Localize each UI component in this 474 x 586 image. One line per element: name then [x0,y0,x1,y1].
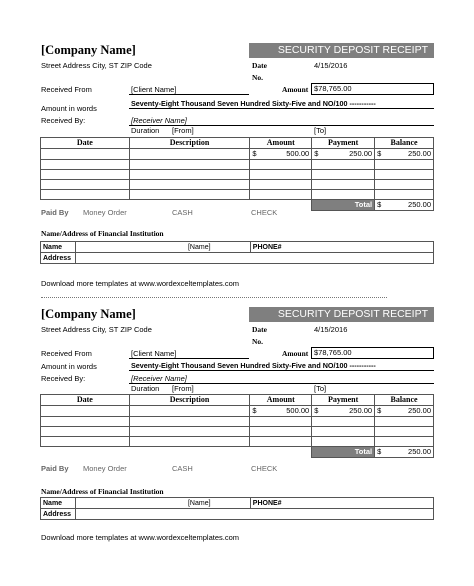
cell-balance[interactable] [375,160,434,170]
address-value[interactable] [75,509,433,520]
paid-by-label: Paid By [41,464,69,473]
client-name[interactable]: [Client Name] [131,349,177,358]
financial-table [40,241,434,264]
to-field[interactable]: [To] [314,126,327,135]
cell-date[interactable] [41,417,130,427]
cell-description[interactable] [129,417,250,427]
cell-amount[interactable] [250,417,312,427]
cell-payment[interactable] [312,170,375,180]
total-value-cell [375,200,434,211]
items-table [40,394,434,458]
header-balance: Balance [375,395,434,406]
cell-payment[interactable] [312,180,375,190]
cell-balance[interactable] [375,180,434,190]
cell-balance[interactable] [375,406,434,417]
currency-symbol: $ [314,149,319,158]
method-check[interactable]: CHECK [251,464,278,473]
financial-table [40,497,434,520]
client-name[interactable]: [Client Name] [131,85,177,94]
table-row [41,406,434,417]
duration-label: Duration [131,126,160,135]
cell-date[interactable] [41,180,130,190]
cell-date[interactable] [41,170,130,180]
address-label: Address [41,253,76,264]
download-text[interactable]: Download more templates at www.wordexceltemplates.com [41,279,239,288]
header-payment: Payment [312,395,375,406]
fin-name-row [41,498,434,509]
financial-heading: Name/Address of Financial Institution [41,487,164,496]
name-label: Name [41,498,76,509]
payment-value: 250.00 [349,406,373,415]
no-label: No. [252,337,264,346]
cell-amount[interactable] [250,437,312,447]
table-row [41,427,434,437]
amount-field[interactable]: $78,765.00 [311,347,434,359]
currency-symbol: $ [314,406,319,415]
table-row [41,160,434,170]
currency-symbol: $ [377,200,382,209]
to-field[interactable]: [To] [314,384,327,393]
header-date: Date [41,138,130,149]
company-address: Street Address City, ST ZIP Code [41,325,152,334]
cell-date[interactable] [41,160,130,170]
cell-description[interactable] [129,170,250,180]
fin-address-row [41,509,434,520]
received-from-label: Received From [41,85,92,94]
empty-cell [129,447,250,458]
empty-cell [41,447,130,458]
table-row [41,170,434,180]
table-row [41,437,434,447]
cell-description[interactable] [129,427,250,437]
cell-amount[interactable] [250,427,312,437]
date-value: 4/15/2016 [314,61,348,70]
cell-payment[interactable] [312,406,375,417]
amount-label: Amount [282,349,309,358]
currency-symbol: $ [377,447,382,456]
cell-description[interactable] [129,437,250,447]
cell-date[interactable] [41,149,130,160]
receiver-name[interactable]: [Receiver Name] [131,116,187,125]
cell-description[interactable] [129,190,250,200]
cell-amount[interactable] [250,170,312,180]
cell-amount[interactable] [250,190,312,200]
cell-date[interactable] [41,437,130,447]
cut-line [41,297,387,298]
table-row [41,190,434,200]
cell-date[interactable] [41,427,130,437]
cell-payment[interactable] [312,437,375,447]
cell-payment[interactable] [312,160,375,170]
no-label: No. [252,73,264,82]
balance-value: 250.00 [408,149,431,158]
cell-balance[interactable] [375,427,434,437]
receipt-title: SECURITY DEPOSIT RECEIPT [249,43,434,58]
amount-value: 500.00 [286,406,310,415]
name-value[interactable]: [Name] [75,242,250,253]
cell-balance[interactable] [375,149,434,160]
total-value-cell [375,447,434,458]
table-header-row [41,395,434,406]
received-from-label: Received From [41,349,92,358]
name-label: Name [41,242,76,253]
table-row [41,149,434,160]
amount-in-words[interactable]: Seventy-Eight Thousand Seven Hundred Sixty-Five and NO/100 ----------- [131,361,376,370]
header-amount: Amount [250,395,312,406]
table-header-row [41,138,434,149]
phone-label[interactable]: PHONE# [250,498,433,509]
currency-symbol: $ [252,406,257,415]
from-field[interactable]: [From] [172,126,194,135]
cell-payment[interactable] [312,427,375,437]
amount-field[interactable]: $78,765.00 [311,83,434,95]
date-label: Date [252,325,267,334]
total-label: Total [312,200,375,211]
method-cash[interactable]: CASH [172,464,193,473]
currency-symbol: $ [252,149,257,158]
date-value: 4/15/2016 [314,325,348,334]
items-table [40,137,434,211]
cell-balance[interactable] [375,170,434,180]
amount-in-words-label: Amount in words [41,362,97,371]
words-underline [129,370,434,371]
phone-label[interactable]: PHONE# [250,242,433,253]
currency-symbol: $ [377,406,382,415]
company-address: Street Address City, ST ZIP Code [41,61,152,70]
header-date: Date [41,395,130,406]
download-text[interactable]: Download more templates at www.wordexceltemplates.com [41,533,239,542]
total-value: 250.00 [408,200,431,209]
amount-value: 500.00 [286,149,310,158]
duration-label: Duration [131,384,160,393]
financial-heading: Name/Address of Financial Institution [41,229,164,238]
words-underline [129,108,434,109]
table-row [41,417,434,427]
header-description: Description [129,395,250,406]
header-description: Description [129,138,250,149]
total-label: Total [312,447,375,458]
table-row [41,180,434,190]
cell-payment[interactable] [312,417,375,427]
received-by-label: Received By: [41,116,86,125]
header-balance: Balance [375,138,434,149]
cell-description[interactable] [129,149,250,160]
fin-address-row [41,253,434,264]
company-name: [Company Name] [41,307,136,321]
cell-date[interactable] [41,190,130,200]
fin-name-row [41,242,434,253]
payment-value: 250.00 [349,149,373,158]
empty-cell [250,447,312,458]
receiver-name[interactable]: [Receiver Name] [131,374,187,383]
cell-payment[interactable] [312,149,375,160]
received-by-label: Received By: [41,374,86,383]
name-value[interactable]: [Name] [75,498,250,509]
total-value: 250.00 [408,447,431,456]
total-row [41,447,434,458]
cell-description[interactable] [129,406,250,417]
cell-payment[interactable] [312,190,375,200]
cell-balance[interactable] [375,437,434,447]
method-check[interactable]: CHECK [251,208,278,217]
header-payment: Payment [312,138,375,149]
cell-description[interactable] [129,160,250,170]
address-value[interactable] [75,253,433,264]
address-label: Address [41,509,76,520]
cell-amount[interactable] [250,160,312,170]
cell-description[interactable] [129,180,250,190]
client-underline [129,94,249,95]
cell-amount[interactable] [250,180,312,190]
receipt-title: SECURITY DEPOSIT RECEIPT [249,307,434,322]
cell-balance[interactable] [375,190,434,200]
cell-amount[interactable] [250,406,312,417]
client-underline [129,358,249,359]
cell-balance[interactable] [375,417,434,427]
amount-in-words[interactable]: Seventy-Eight Thousand Seven Hundred Sixty-Five and NO/100 ----------- [131,99,376,108]
from-field[interactable]: [From] [172,384,194,393]
paid-by-label: Paid By [41,208,69,217]
method-money-order[interactable]: Money Order [83,464,127,473]
currency-symbol: $ [377,149,382,158]
balance-value: 250.00 [408,406,431,415]
date-label: Date [252,61,267,70]
method-cash[interactable]: CASH [172,208,193,217]
company-name: [Company Name] [41,43,136,57]
cell-date[interactable] [41,406,130,417]
method-money-order[interactable]: Money Order [83,208,127,217]
amount-in-words-label: Amount in words [41,104,97,113]
amount-label: Amount [282,85,309,94]
cell-amount[interactable] [250,149,312,160]
header-amount: Amount [250,138,312,149]
